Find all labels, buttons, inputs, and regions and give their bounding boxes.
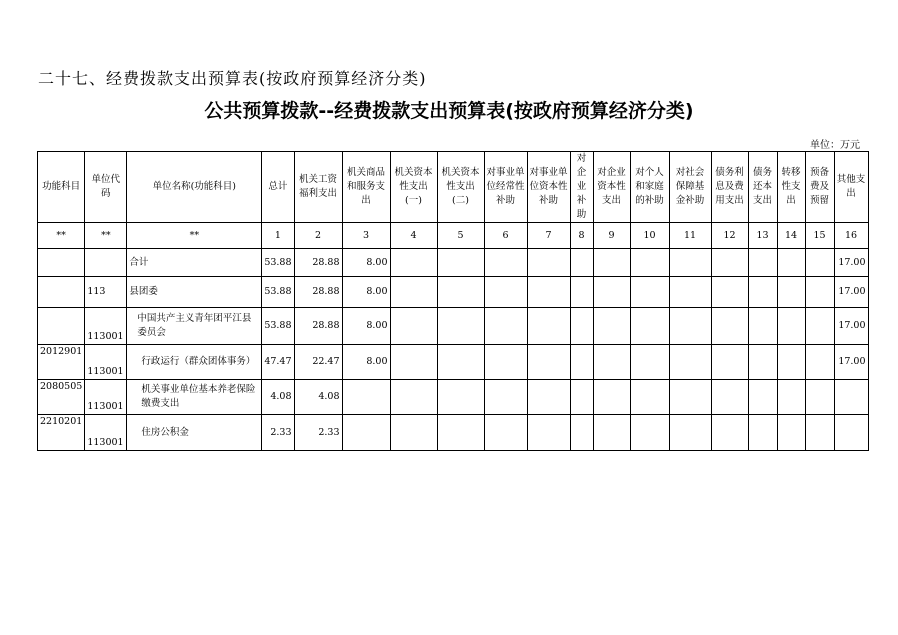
empty-cell [390, 415, 437, 451]
empty-cell [748, 345, 777, 380]
index-cell: 7 [527, 223, 570, 249]
table-row [38, 415, 869, 451]
empty-cell [484, 415, 527, 451]
empty-cell [777, 249, 805, 277]
index-cell: 8 [570, 223, 593, 249]
empty-cell [484, 380, 527, 415]
empty-cell [805, 277, 834, 308]
salary-cell: 2.33 [294, 415, 342, 451]
index-cell: ** [127, 223, 262, 249]
other-expense-cell: 17.00 [834, 345, 868, 380]
empty-cell [711, 277, 748, 308]
budget-table [37, 151, 869, 451]
empty-cell [437, 380, 484, 415]
empty-cell [593, 249, 630, 277]
empty-cell [805, 380, 834, 415]
func-code-cell [38, 308, 85, 345]
table-row [38, 345, 869, 380]
empty-cell [570, 345, 593, 380]
index-cell: 9 [593, 223, 630, 249]
empty-cell [593, 380, 630, 415]
empty-cell [805, 345, 834, 380]
unit-code-cell: 113001 [85, 415, 127, 451]
header-cell: 机关商品和服务支出 [342, 152, 390, 223]
salary-cell: 28.88 [294, 308, 342, 345]
salary-cell: 22.47 [294, 345, 342, 380]
header-cell: 单位名称(功能科目) [127, 152, 262, 223]
index-cell: ** [85, 223, 127, 249]
index-cell: 10 [630, 223, 669, 249]
header-cell: 机关资本性支出(二) [437, 152, 484, 223]
table-row-total [38, 249, 869, 277]
empty-cell [669, 308, 711, 345]
unit-name-cell: 行政运行（群众团体事务） [127, 345, 262, 380]
empty-cell [390, 380, 437, 415]
empty-cell [805, 308, 834, 345]
empty-cell [748, 277, 777, 308]
empty-cell [630, 345, 669, 380]
goods-services-cell: 8.00 [342, 345, 390, 380]
empty-cell [570, 380, 593, 415]
index-cell: 15 [805, 223, 834, 249]
empty-cell [805, 415, 834, 451]
total-cell: 4.08 [262, 380, 294, 415]
unit-code-cell: 113001 [85, 308, 127, 345]
goods-services-cell: 8.00 [342, 308, 390, 345]
empty-cell [630, 415, 669, 451]
total-cell: 47.47 [262, 345, 294, 380]
empty-cell [711, 345, 748, 380]
empty-cell [711, 308, 748, 345]
total-cell: 2.33 [262, 415, 294, 451]
table-row [38, 277, 869, 308]
index-cell: 16 [834, 223, 868, 249]
index-cell: 2 [294, 223, 342, 249]
empty-cell [630, 277, 669, 308]
func-code-cell: 2210201 [38, 415, 85, 451]
header-cell: 对企业补助 [570, 152, 593, 223]
header-cell: 债务利息及费用支出 [711, 152, 748, 223]
header-cell: 机关工资福利支出 [294, 152, 342, 223]
empty-cell [484, 277, 527, 308]
empty-cell [593, 277, 630, 308]
unit-code-cell [85, 249, 127, 277]
other-expense-cell: 17.00 [834, 308, 868, 345]
unit-name-cell: 合计 [127, 249, 262, 277]
empty-cell [777, 308, 805, 345]
empty-cell [527, 380, 570, 415]
empty-cell [711, 249, 748, 277]
index-cell: 14 [777, 223, 805, 249]
header-cell: 单位代码 [85, 152, 127, 223]
header-cell: 对个人和家庭的补助 [630, 152, 669, 223]
index-cell: 5 [437, 223, 484, 249]
total-cell: 53.88 [262, 277, 294, 308]
empty-cell [437, 277, 484, 308]
func-code-cell: 2012901 [38, 345, 85, 380]
header-cell: 功能科目 [38, 152, 85, 223]
header-cell: 转移性支出 [777, 152, 805, 223]
func-code-cell [38, 249, 85, 277]
unit-name-cell: 中国共产主义青年团平江县委员会 [127, 308, 262, 345]
empty-cell [593, 308, 630, 345]
empty-cell [437, 308, 484, 345]
empty-cell [484, 345, 527, 380]
func-code-cell: 2080505 [38, 380, 85, 415]
empty-cell [669, 277, 711, 308]
other-expense-cell: 17.00 [834, 249, 868, 277]
goods-services-cell [342, 380, 390, 415]
empty-cell [748, 380, 777, 415]
header-cell: 机关资本性支出(一) [390, 152, 437, 223]
header-cell: 总计 [262, 152, 294, 223]
empty-cell [570, 415, 593, 451]
header-cell: 对企业资本性支出 [593, 152, 630, 223]
goods-services-cell [342, 415, 390, 451]
empty-cell [390, 249, 437, 277]
empty-cell [630, 249, 669, 277]
header-cell: 债务还本支出 [748, 152, 777, 223]
section-title: 二十七、经费拨款支出预算表(按政府预算经济分类) [38, 69, 427, 88]
unit-label: 单位：万元 [810, 140, 860, 151]
index-cell: 12 [711, 223, 748, 249]
index-cell: ** [38, 223, 85, 249]
empty-cell [777, 345, 805, 380]
header-row [38, 152, 869, 223]
index-cell: 4 [390, 223, 437, 249]
unit-name-cell: 机关事业单位基本养老保险缴费支出 [127, 380, 262, 415]
empty-cell [748, 308, 777, 345]
table-row [38, 380, 869, 415]
header-cell: 其他支出 [834, 152, 868, 223]
empty-cell [527, 277, 570, 308]
header-cell: 对事业单位资本性补助 [527, 152, 570, 223]
func-code-cell [38, 277, 85, 308]
header-cell: 预备费及预留 [805, 152, 834, 223]
empty-cell [748, 415, 777, 451]
empty-cell [437, 249, 484, 277]
empty-cell [711, 380, 748, 415]
other-expense-cell [834, 415, 868, 451]
unit-code-cell: 113001 [85, 380, 127, 415]
empty-cell [484, 308, 527, 345]
unit-code-cell: 113 [85, 277, 127, 308]
empty-cell [777, 277, 805, 308]
index-row [38, 223, 869, 249]
empty-cell [437, 415, 484, 451]
empty-cell [669, 380, 711, 415]
empty-cell [711, 415, 748, 451]
empty-cell [593, 345, 630, 380]
empty-cell [805, 249, 834, 277]
table-row [38, 308, 869, 345]
empty-cell [777, 415, 805, 451]
empty-cell [630, 308, 669, 345]
index-cell: 11 [669, 223, 711, 249]
header-cell: 对社会保障基金补助 [669, 152, 711, 223]
empty-cell [777, 380, 805, 415]
empty-cell [570, 277, 593, 308]
empty-cell [390, 277, 437, 308]
index-cell: 1 [262, 223, 294, 249]
unit-code-cell: 113001 [85, 345, 127, 380]
salary-cell: 28.88 [294, 249, 342, 277]
other-expense-cell [834, 380, 868, 415]
empty-cell [570, 308, 593, 345]
empty-cell [593, 415, 630, 451]
empty-cell [527, 308, 570, 345]
salary-cell: 4.08 [294, 380, 342, 415]
unit-name-cell: 住房公积金 [127, 415, 262, 451]
unit-name-cell: 县团委 [127, 277, 262, 308]
empty-cell [390, 345, 437, 380]
empty-cell [527, 415, 570, 451]
empty-cell [390, 308, 437, 345]
empty-cell [570, 249, 593, 277]
index-cell: 13 [748, 223, 777, 249]
empty-cell [437, 345, 484, 380]
index-cell: 6 [484, 223, 527, 249]
empty-cell [484, 249, 527, 277]
other-expense-cell: 17.00 [834, 277, 868, 308]
empty-cell [527, 345, 570, 380]
empty-cell [669, 249, 711, 277]
total-cell: 53.88 [262, 308, 294, 345]
empty-cell [527, 249, 570, 277]
goods-services-cell: 8.00 [342, 277, 390, 308]
total-cell: 53.88 [262, 249, 294, 277]
header-cell: 对事业单位经常性补助 [484, 152, 527, 223]
empty-cell [669, 345, 711, 380]
empty-cell [748, 249, 777, 277]
empty-cell [630, 380, 669, 415]
index-cell: 3 [342, 223, 390, 249]
page-title: 公共预算拨款--经费拨款支出预算表(按政府预算经济分类) [204, 100, 694, 122]
empty-cell [669, 415, 711, 451]
goods-services-cell: 8.00 [342, 249, 390, 277]
salary-cell: 28.88 [294, 277, 342, 308]
